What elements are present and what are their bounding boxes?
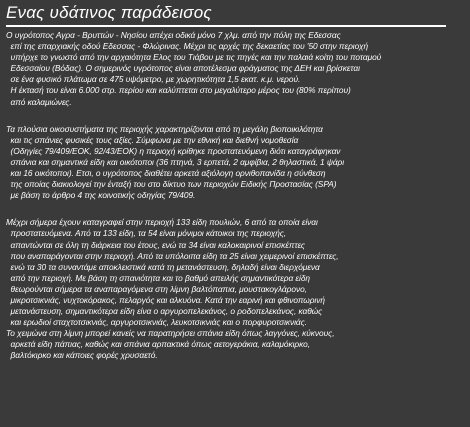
text-line: από καλαμιώνες. bbox=[6, 96, 72, 107]
text-line: θεωρούνται σήμερα τα αναπαραγόμενα στη λίμνη βαλτόπαπια, μουστακογλάρονο, bbox=[6, 283, 307, 294]
text-line: και ερωδιοί σταχτοτσικνιάς, αργυροτσικνιάς, λευκοτσικνιάς και ο πορφυροτσικνιάς. bbox=[6, 317, 307, 328]
text-line: Εδεσσαίου (Βόδας). Ο σημερινός υγρότοπος είναι αποτέλεσμα φράγματος της ΔΕΗ και βρίσκεται bbox=[6, 63, 360, 74]
text-line: σε ένα φυσικό πλάτωμα σε 475 υψόμετρο, με χωρητικότητα 1,5 εκατ. κ.μ. νερού. bbox=[6, 74, 301, 85]
paragraph-intro bbox=[6, 30, 466, 108]
text-line: Τα πλούσια οικοσυστήματα της περιοχής χαρακτηρίζονται από τη μεγάλη βιοποικιλότητα bbox=[6, 123, 323, 134]
text-line: ενώ τα 30 τα συναντάμε αποκλειστικά κατά τη μετανάστευση, δηλαδή είναι διερχόμενα bbox=[6, 261, 320, 272]
text-line: που αναπαράγονται στην περιοχή. Από τα υπόλοιπα είδη τα 25 είναι χειμερινοί επισκέπτες, bbox=[6, 250, 339, 261]
paragraph-gap bbox=[6, 108, 466, 124]
text-line: της οποίας διακιολογεί την ένταξή του στο δίκτυο των περιοχών Ειδικής Προστασίας (SPA) bbox=[6, 179, 337, 190]
text-line: μετανάστευση, σημαντικότερα είδη είνα ο αργυροπελεκάνος, ο ροδοπελεκάνος, καθώς bbox=[6, 306, 323, 317]
text-line: Μέχρι σήμερα έχουν καταγραφεί στην περιοχή 133 είδη πουλιών, 6 από τα οποία είναι bbox=[6, 217, 318, 228]
text-line: Ο υγρότοπος Αγρα - Βρυττών - Νησίου απέχει οδικά μόνο 7 χλμ. από την πόλη της Εδεσσας bbox=[6, 30, 341, 40]
text-line: μικροτσικνιάς, νυχτοκόρακος, πελαργός και αλκυόνα. Κατά την εαρινή και φθινοπωρινή bbox=[6, 294, 325, 305]
text-line: επί της επαρχιακής οδού Εδεσσας - Φλώρινας. Μέχρι τις αρχές της δεκαετίας του '50 στην περιοχή bbox=[6, 41, 369, 52]
text-line: με βάση το άρθρο 4 της κοινοτικής οδηγίας 79/409. bbox=[6, 190, 196, 201]
text-line: και τις σπάνιες φυσικές τους αξίες. Σύμφωνα με την εθνική και διεθνή νομοθεσία bbox=[6, 134, 299, 145]
text-line: αρκετά είδη πάπιας, καθώς και σπάνια αρπακτικά όπως αετογεράκια, καλαμόκιρκο, bbox=[6, 339, 310, 350]
text-line: απαντώνται σε όλη τη διάρκεια του έτους, ενώ τα 34 είναι καλοκαιρινοί επισκέπτες bbox=[6, 239, 305, 250]
title-underline bbox=[6, 25, 446, 27]
paragraph-birds bbox=[6, 217, 466, 361]
text-line: από την περιοχή. Με βάση τη σπανιότητα και το βαθμό απειλής σημαντικότερα είδη bbox=[6, 272, 311, 283]
text-line: βαλτόκιρκο και κάποιες φορές χρυσαετό. bbox=[6, 350, 158, 361]
paragraph-gap bbox=[6, 201, 466, 217]
text-line: προστατευόμενα. Από τα 133 είδη, τα 54 είναι μόνιμοι κάτοικοι της περιοχής, bbox=[6, 228, 287, 239]
text-line: σπάνια και σημαντικά είδη και οικότοποι (36 πτηνά, 3 ερπετά, 2 αμφίβια, 2 θηλαστικά, 1 ψάρι bbox=[6, 156, 345, 167]
page-title: Ενας υδάτινος παράδεισος bbox=[6, 3, 212, 22]
text-line: To χειμώνα στη λίμνη μπορεί κανείς να παρατηρήσει σπάνια είδη όπως λαγγόνες, κύκνους, bbox=[6, 328, 335, 339]
text-line: και 16 οικότοποι). Ετσι, ο υγρότοπος διαθέτει αρκετά αξιόλογη ορνιθοπανίδα η σύνθεση bbox=[6, 168, 326, 179]
article-body bbox=[6, 30, 466, 362]
paragraph-ecosystems bbox=[6, 124, 466, 202]
text-line: υπήρχε το γνωστό από την αρχαιότητα Ελος του Τιάβου με τις πηγές και την παλαιά κοίτη του ποταμού bbox=[6, 52, 382, 63]
text-line: Η έκτασή του είναι 6.000 στρ. περίου και καλύπτεται στο μεγαλύτερο μέρος του (80% περίπου) bbox=[6, 85, 351, 96]
text-line: (Οδηγίες 79/409/ΕΟΚ, 92/43/ΕΟΚ) η περιοχή κρίθηκε προστατευόμενη διότι καταγράφηκαν bbox=[6, 145, 341, 156]
